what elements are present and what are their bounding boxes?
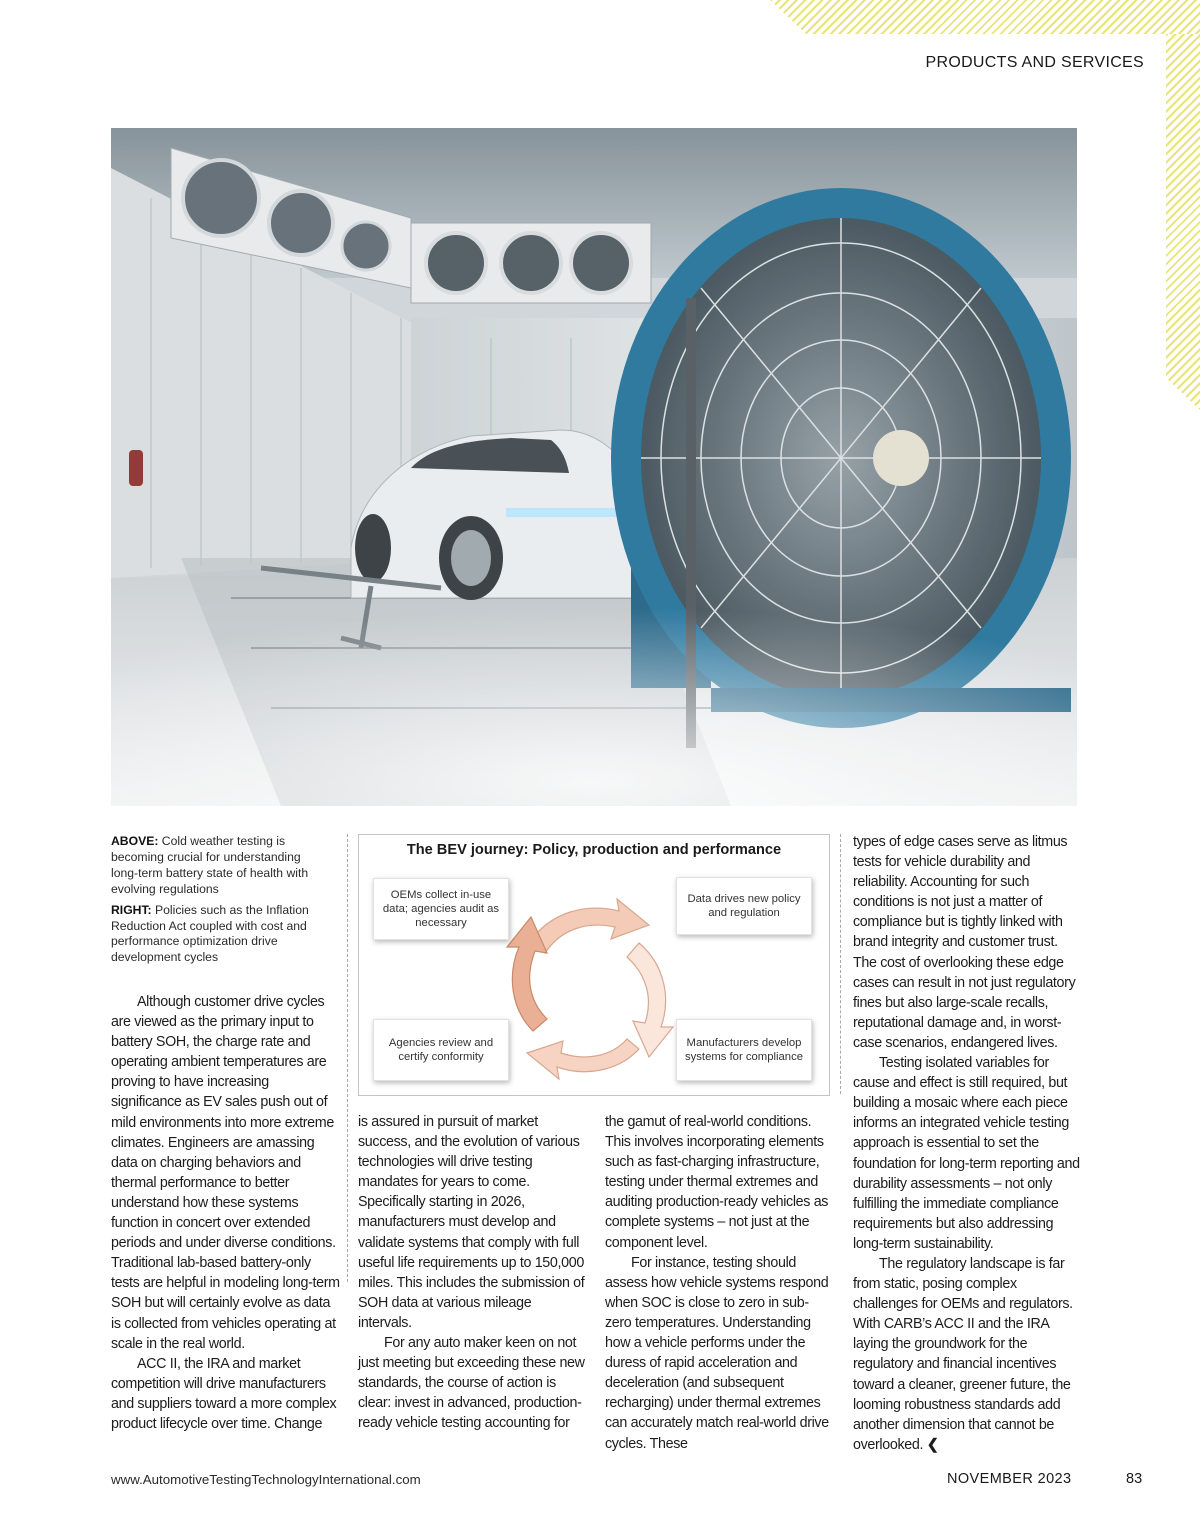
paragraph-last [853, 1254, 1083, 1455]
stage-box-data-drives-policy: Data drives new policy and regulation [676, 877, 812, 935]
paragraph: For any auto maker keen on not just meeting but exceeding these new standards, the course of action is clear: invest in advanced, production-ready vehicle testing accounting for [358, 1335, 585, 1432]
photo-captions [111, 834, 326, 971]
caption-above-label: ABOVE: [111, 834, 159, 848]
paragraph: the gamut of real-world conditions. This involves incorporating elements such as fast-charging infrastructure, testing under thermal extremes and auditing production-ready vehicles as complete systems – not just at the component level. [605, 1114, 829, 1251]
paragraph: For instance, testing should assess how vehicle systems respond when SOC is close to zero in sub-zero temperatures. Understanding how a vehicle performs under the duress of rapid acceleration and deceleration (and subsequent recharging) under thermal extremes can accurately match real-world drive cycles. These [605, 1254, 829, 1452]
cycle-arrow-top [529, 899, 649, 953]
cycle-arrows-icon [489, 881, 689, 1081]
stage-box-oems-collect: OEMs collect in-use data; agencies audit as necessary [373, 878, 509, 940]
article-column-3 [605, 1112, 835, 1454]
column-divider [840, 834, 841, 1094]
footer-website-url: www.AutomotiveTestingTechnologyInternational.com [111, 1472, 421, 1487]
side-hatch-decoration [1166, 34, 1200, 410]
page-number: 83 [1126, 1471, 1143, 1487]
column-divider [347, 834, 348, 1282]
caption-right-label: RIGHT: [111, 902, 152, 917]
stage-box-agencies-review: Agencies review and certify conformity [373, 1019, 509, 1081]
cycle-arrow-right [627, 943, 673, 1057]
paragraph-last-text: The regulatory landscape is far from static, posing complex challenges for OEMs and regulators. With CARB’s ACC II and the IRA laying the groundwork for the regulatory and financial incentives toward a cleaner, greener future, the looming robustness standards add another dimension that cannot be overlooked. [853, 1255, 1073, 1453]
caption-right-text: Policies such as the Inflation Reduction Act coupled with cost and performance optimization drive development cycles [111, 902, 309, 965]
article-column-1 [111, 992, 341, 1434]
end-mark-icon: ❮ [926, 1436, 939, 1453]
bev-journey-diagram [358, 834, 830, 1096]
cycle-arrow-bottom [527, 1039, 639, 1079]
article-column-4 [853, 832, 1083, 1455]
section-label: PRODUCTS AND SERVICES [925, 54, 1144, 71]
caption-above-text: Cold weather testing is becoming crucial for understanding long-term battery state of health with evolving regulations [111, 834, 309, 896]
footer-issue-date: NOVEMBER 2023 [947, 1471, 1072, 1487]
diagram-title: The BEV journey: Policy, production and performance [406, 842, 782, 858]
paragraph: Testing isolated variables for cause and effect is still required, but building a mosaic where each piece informs an integrated vehicle testing approach is essential to set the foundation for long-term reporting and durability assessments – not only fulfilling the immediate compliance requirements but also addressing long-term sustainability. [853, 1055, 1080, 1252]
chamber-photo [111, 128, 1077, 806]
caption-right [111, 903, 326, 967]
paragraph: Although customer drive cycles are viewed as the primary input to battery SOH, the charge rate and operating ambient temperatures are proving to have increasing significance as EV sales push out of mild environments into more extreme climates. Engineers are amassing data on charging behaviors and thermal performance to better understand how these systems function in concert over extended periods and under diverse conditions. Traditional lab-based battery-only tests are helpful in modeling long-term SOH but will certainly evolve as data is collected from vehicles operating at scale in the real world. [111, 994, 340, 1352]
stage-box-manufacturers-develop: Manufacturers develop systems for compliance [676, 1019, 812, 1081]
header-hatch-decoration [770, 0, 1200, 34]
paragraph: types of edge cases serve as litmus tests for vehicle durability and reliability. Accounting for such conditions is not just a matter of compliance but is tightly linked with brand integrity and customer trust. The cost of overlooking these edge cases can result in not just regulatory fines but also large-scale recalls, reputational damage and, in worst-case scenarios, endangered lives. [853, 834, 1076, 1051]
climatic-chamber-photo-illustration [111, 128, 1077, 806]
paragraph: ACC II, the IRA and market competition will drive manufacturers and suppliers toward a more complex product lifecycle over time. Change [111, 1355, 337, 1432]
caption-above [111, 834, 326, 898]
paragraph: is assured in pursuit of market success, and the evolution of various technologies will drive testing mandates for years to come. Specifically starting in 2026, manufacturers must develop and validate systems that comply with full useful life requirements up to 150,000 miles. This includes the submission of SOH data at various mileage intervals. [358, 1114, 585, 1331]
article-column-2 [358, 1112, 588, 1434]
